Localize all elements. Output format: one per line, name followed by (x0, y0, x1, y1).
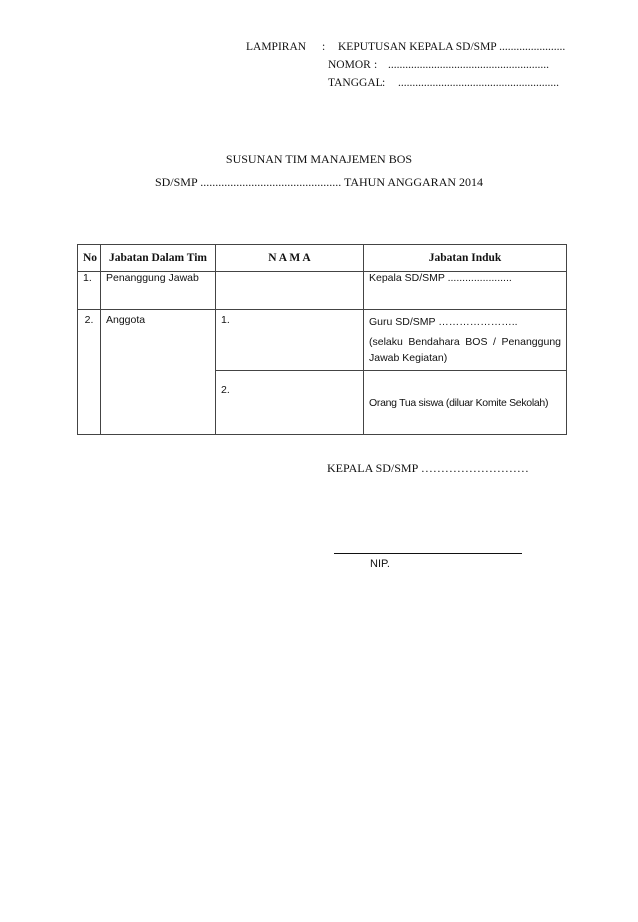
nip-label: NIP. (370, 558, 390, 570)
table-row (78, 310, 567, 371)
row1-induk: Kepala SD/SMP ...................... (364, 272, 567, 310)
row2-induk-1 (364, 310, 567, 371)
lampiran-separator: : (322, 41, 326, 53)
attachment-header (246, 38, 565, 92)
row2-nama-1: 1. (216, 310, 364, 371)
header-nama: N A M A (216, 245, 364, 272)
nomor-separator: : (374, 59, 378, 71)
table-header-row (78, 245, 567, 272)
nomor-row (328, 56, 565, 74)
induk-guru-note: (selaku Bendahara BOS / Penanggung Jawab Kegiatan) (369, 336, 561, 364)
header-no: No (78, 245, 101, 272)
row2-nama-2: 2. (216, 371, 364, 435)
tanggal-label: TANGGAL (328, 77, 383, 89)
header-jabatan-induk: Jabatan Induk (364, 245, 567, 272)
signature-title: KEPALA SD/SMP ……………………… (327, 461, 529, 475)
row2-jabatan: Anggota (101, 310, 216, 435)
document-subtitle: SD/SMP ............................................... TAHUN ANGGARAN 2014 (154, 175, 484, 189)
induk-guru: Guru SD/SMP ………………….. (369, 316, 518, 328)
lampiran-row (246, 38, 565, 56)
nomor-value: ........................................................ (388, 59, 549, 71)
tanggal-row (328, 74, 565, 92)
team-table (77, 244, 567, 435)
lampiran-value: KEPUTUSAN KEPALA SD/SMP ....................... (338, 41, 566, 53)
header-jabatan-dalam-tim: Jabatan Dalam Tim (101, 245, 216, 272)
signature-line (334, 553, 522, 554)
lampiran-label: LAMPIRAN (246, 41, 307, 53)
tanggal-value: ........................................................ (398, 77, 559, 89)
row1-nama (216, 272, 364, 310)
row2-induk-2: Orang Tua siswa (diluar Komite Sekolah) (364, 371, 567, 435)
tanggal-separator: : (382, 77, 386, 89)
row2-no: 2. (78, 310, 101, 435)
row1-no: 1. (78, 272, 101, 310)
document-title: SUSUNAN TIM MANAJEMEN BOS (225, 152, 413, 166)
row1-jabatan: Penanggung Jawab (101, 272, 216, 310)
table-row (78, 272, 567, 310)
nomor-label: NOMOR (328, 59, 371, 71)
